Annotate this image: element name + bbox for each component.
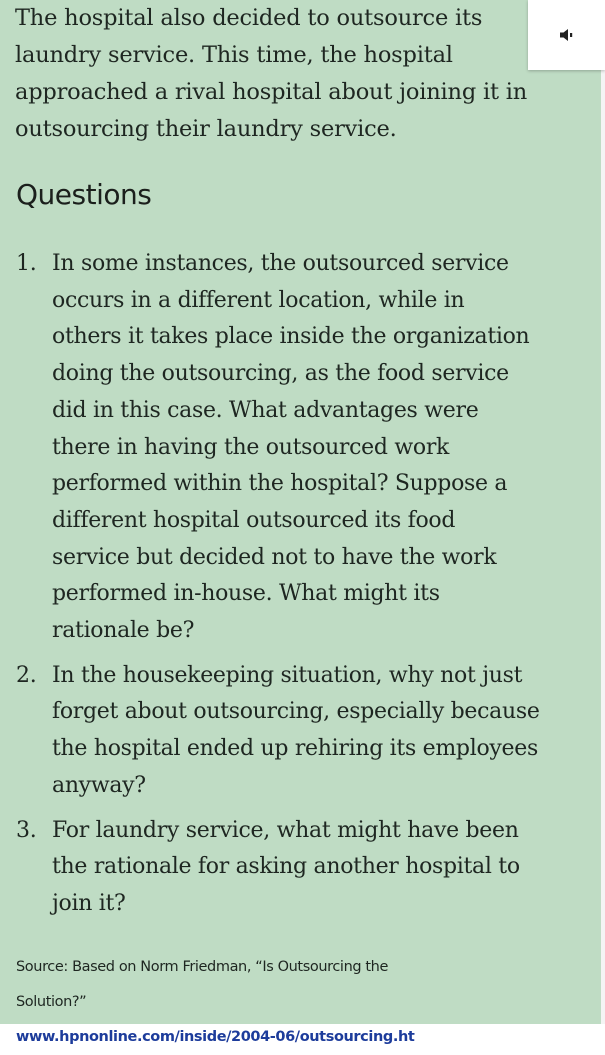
question-item [16,246,596,650]
question-number: 3. [16,817,37,843]
question-line: performed within the hospital? Suppose a [52,471,508,497]
question-line: did in this case. What advantages were [52,397,479,423]
source-prefix: Solution?” [16,994,87,1010]
question-number: 2. [16,662,37,688]
question-line: occurs in a different location, while in [52,287,465,313]
intro-line: The hospital also decided to outsource its [15,5,483,31]
question-line: the rationale for asking another hospital to [52,854,520,880]
question-line: different hospital outsourced its food [52,507,456,533]
intro-line: outsourcing their laundry service. [15,116,397,142]
right-edge-strip [601,0,605,1024]
question-line: others it takes place inside the organization [52,324,530,350]
question-line: there in having the outsourced work [52,434,450,460]
intro-line: approached a rival hospital about joining it in [15,79,528,105]
audio-play-button[interactable] [528,0,605,70]
question-number: 1. [16,251,37,276]
source-link[interactable]: www.hpnonline.com/inside/2004-06/outsourcing.ht [16,1029,415,1045]
question-line: rationale be? [52,618,195,644]
question-line: For laundry service, what might have been [52,817,519,843]
intro-line: laundry service. This time, the hospital [15,42,453,68]
intro-paragraph [15,0,560,148]
question-line: service but decided not to have the work [52,544,497,570]
question-line: In the housekeeping situation, why not just [52,662,523,688]
question-item [16,658,596,805]
question-line: doing the outsourcing, as the food service [52,361,509,387]
speaker-icon [559,27,575,43]
question-line: In some instances, the outsourced service [52,251,509,276]
question-line: join it? [52,890,126,916]
questions-list [16,246,596,931]
questions-heading: Questions [16,178,152,211]
source-citation [16,950,596,1055]
question-item [16,813,596,923]
source-line [16,985,596,1055]
source-line: Source: Based on Norm Friedman, “Is Outsourcing the [16,959,388,975]
question-line: the hospital ended up rehiring its employees [52,736,538,762]
question-line: forget about outsourcing, especially because [52,699,540,725]
question-line: anyway? [52,772,146,798]
question-line: performed in-house. What might its [52,581,440,607]
